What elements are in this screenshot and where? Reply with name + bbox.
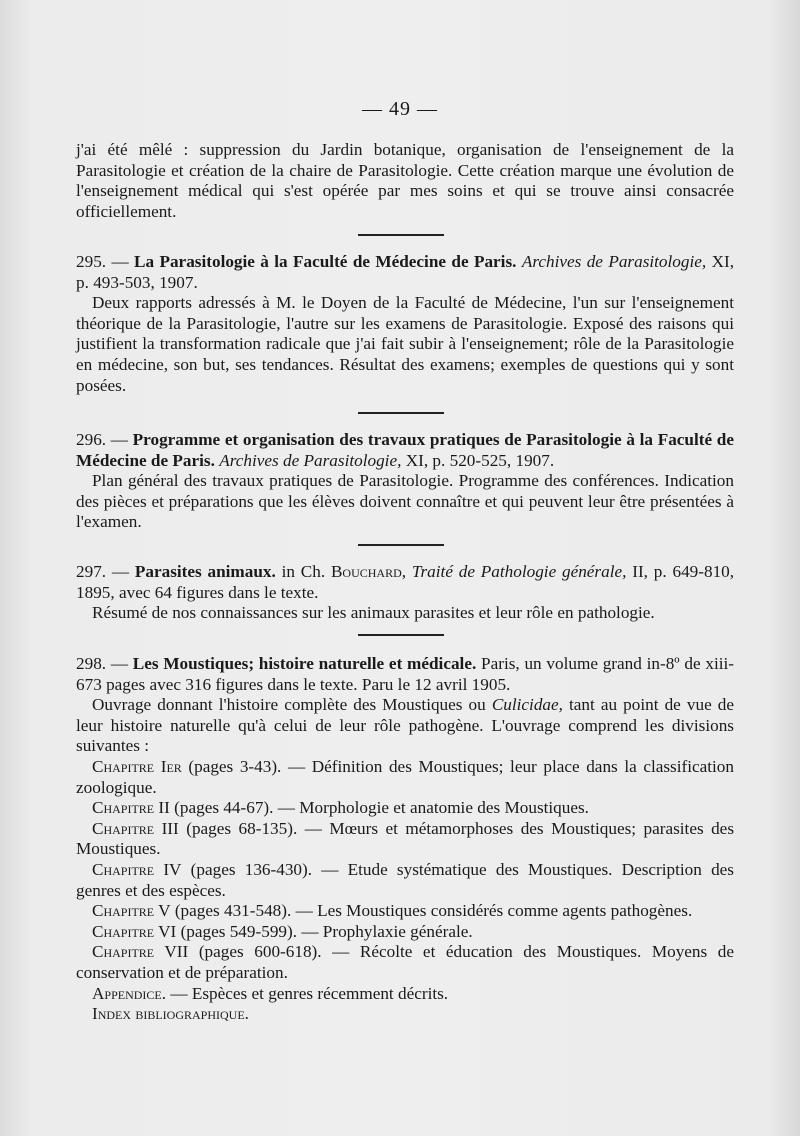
chapter-text: (pages 3-43). — Définition des Moustiques; leur place dans la classification zoologique. bbox=[76, 756, 734, 797]
entry-journal: Archives de Parasitologie, bbox=[219, 450, 402, 470]
chapter-label: Index bibliographique. bbox=[92, 1004, 249, 1024]
entry-295: 295. — La Parasitologie à la Faculté de Médecine de Paris. Archives de Parasitologie, XI, p. 493-503, 1907. Deux rapports adressés à M. le Doyen de la Faculté de Médecine, l'un sur l'enseignement théorique de la Parasitologie, l'autre sur les examens de Parasitologie. Exposé des raisons qui justifient la transformation radicale que j'ai fait subir à l'enseignement; rôle de la Parasitologie en médecine, son but, ses tendances. Résultat des examens; exemples de questions qui y sont posées. bbox=[76, 252, 735, 395]
chapter-item bbox=[76, 757, 734, 798]
chapter-text: (pages 600-618). — Récolte et éducation des Moustiques. Moyens de conservation et de préparation. bbox=[76, 942, 735, 982]
entry-number: 297. bbox=[76, 562, 107, 581]
chapter-label: Appendice. bbox=[92, 983, 167, 1003]
chapter-label: Chapitre VII bbox=[92, 942, 189, 962]
separator-rule bbox=[358, 544, 444, 546]
chapter-text: (pages 549-599). — Prophylaxie générale. bbox=[180, 921, 473, 941]
entry-ref: XI, p. 493-503, 1907. bbox=[76, 252, 735, 292]
entry-296: 296. — Programme et organisation des travaux pratiques de Parasitologie à la Faculté de Médecine de Paris. Archives de Parasitologie, XI, p. 520-525, 1907. Plan général des travaux pratiques de Parasitologie. Programme des conférences. Indication des pièces et préparations que les élèves doivent connaître et qui peuvent leur être présentées à l'examen. bbox=[76, 430, 734, 532]
entry-ref: Paris, un volume grand in-8º de xiii-673 pages avec 316 figures dans le texte. Paru le 12 avril 1905. bbox=[76, 654, 735, 694]
chapter-item bbox=[76, 819, 734, 860]
entry-description: Deux rapports adressés à M. le Doyen de la Faculté de Médecine, l'un sur l'enseignement théorique de la Parasitologie, l'autre sur les examens de Parasitologie. Exposé des raisons qui justifient la transformation radicale que j'ai fait subir à l'enseignement; rôle de la Parasitologie en médecine, son but, ses tendances. Résultat des examens; exemples de questions qui y sont posées. bbox=[76, 293, 734, 395]
separator-rule bbox=[358, 412, 444, 414]
entry-description bbox=[76, 695, 734, 757]
entry-number: 296. bbox=[76, 430, 107, 449]
entry-number: 298. bbox=[76, 654, 107, 673]
entry-journal: Archives de Parasitologie, bbox=[521, 252, 707, 271]
entry-description-part: tant au point de vue de leur histoire naturelle qu'à celui de leur rôle pathogène. L'ouvrage comprend les divisions suivantes : bbox=[76, 695, 734, 756]
entry-title: Parasites animaux. bbox=[134, 562, 276, 581]
chapter-item bbox=[76, 942, 734, 983]
chapter-text: — Espèces et genres récemment décrits. bbox=[170, 983, 449, 1003]
intro-text: j'ai été mêlé : suppression du Jardin botanique, organisation de l'enseignement de la Parasitologie et création de la chaire de Parasitologie. Cette création marque une évolution de l'enseignement médical qui s'est opérée par mes soins et qui se trouve ainsi consacrée officiellement. bbox=[76, 140, 734, 221]
entry-title: Les Moustiques; histoire naturelle et médicale. bbox=[132, 654, 477, 673]
chapter-item bbox=[76, 860, 734, 901]
entry-author: Bouchard, bbox=[330, 562, 407, 581]
chapter-item bbox=[76, 798, 734, 819]
chapter-item bbox=[76, 922, 734, 943]
entry-ref: XI, p. 520-525, 1907. bbox=[405, 450, 555, 470]
entry-ref: II, p. 649-810, 1895, avec 64 figures dans le texte. bbox=[76, 562, 735, 602]
appendix-item bbox=[76, 984, 734, 1005]
entry-description: Plan général des travaux pratiques de Parasitologie. Programme des conférences. Indication des pièces et préparations que les élèves doivent connaître et qui peuvent leur être présentées à l'examen. bbox=[76, 471, 734, 532]
chapter-label: Chapitre IV bbox=[92, 859, 182, 879]
chapter-text: (pages 68-135). — Mœurs et métamorphoses des Moustiques; parasites des Moustiques. bbox=[76, 818, 735, 859]
separator-rule bbox=[358, 234, 444, 236]
entry-297: 297. — Parasites animaux. in Ch. Bouchard, Traité de Pathologie générale, II, p. 649-810, 1895, avec 64 figures dans le texte. Résumé de nos connaissances sur les animaux parasites et leur rôle en pathologie. bbox=[76, 562, 735, 623]
chapter-label: Chapitre III bbox=[92, 818, 179, 838]
entry-description: Résumé de nos connaissances sur les animaux parasites et leur rôle en pathologie. bbox=[92, 603, 655, 623]
chapter-text: (pages 431-548). — Les Moustiques considérés comme agents pathogènes. bbox=[174, 901, 693, 921]
chapter-label: Chapitre V bbox=[92, 901, 171, 921]
chapter-text: (pages 44-67). — Morphologie et anatomie des Moustiques. bbox=[174, 798, 589, 818]
entry-description-italic: Culicidae, bbox=[491, 695, 563, 715]
entry-298: 298. — Les Moustiques; histoire naturelle et médicale. Paris, un volume grand in-8º de xiii-673 pages avec 316 figures dans le texte. Paru le 12 avril 1905. Ouvrage donnant l'histoire complète des Moustiques ou Culicidae, tant au point de vue de leur histoire naturelle qu'à celui de leur rôle pathogène. L'ouvrage comprend les divisions suivantes : Chapitre Ier (pages 3-43). — Définition des Moustiques; leur place dans la classification zoologique. Chapitre II (pages 44-67). — Morphologie et anatomie des Moustiques. Chapitre III (pages 68-135). — Mœurs et métamorphoses des Moustiques; parasites des Moustiques. Chapitre IV (pages 136-430). — Etude systématique des Moustiques. Description des genres et des espèces. Chapitre V (pages 431-548). — Les Moustiques considérés comme agents pathogènes. Chapitre VI (pages 549-599). — Prophylaxie générale. Chapitre VII (pages 600-618). — Récolte et éducation des Moustiques. Moyens de conservation et de préparation. Appendice. — Espèces et genres récemment décrits. Index bibliographique. bbox=[76, 654, 735, 1024]
chapter-label: Chapitre Ier bbox=[92, 756, 182, 776]
entry-title: La Parasitologie à la Faculté de Médecine de Paris. bbox=[134, 252, 517, 271]
page-number: — 49 — bbox=[362, 98, 438, 120]
index-item bbox=[76, 1004, 734, 1025]
entry-in-text: in Ch. bbox=[281, 562, 326, 581]
chapter-label: Chapitre VI bbox=[92, 921, 177, 941]
chapter-text: (pages 136-430). — Etude systématique des Moustiques. Description des genres et des espèces. bbox=[76, 859, 734, 900]
intro-paragraph bbox=[76, 140, 734, 222]
entry-title: Programme et organisation des travaux pratiques de Parasitologie à la Faculté de Médecine de Paris. bbox=[76, 430, 734, 470]
separator-rule bbox=[358, 634, 444, 636]
chapter-item bbox=[76, 901, 734, 922]
chapter-label: Chapitre II bbox=[92, 798, 170, 818]
entry-number: 295. bbox=[76, 252, 107, 271]
entry-description-part: Ouvrage donnant l'histoire complète des Moustiques ou bbox=[92, 695, 486, 715]
entry-journal: Traité de Pathologie générale, bbox=[411, 562, 627, 581]
